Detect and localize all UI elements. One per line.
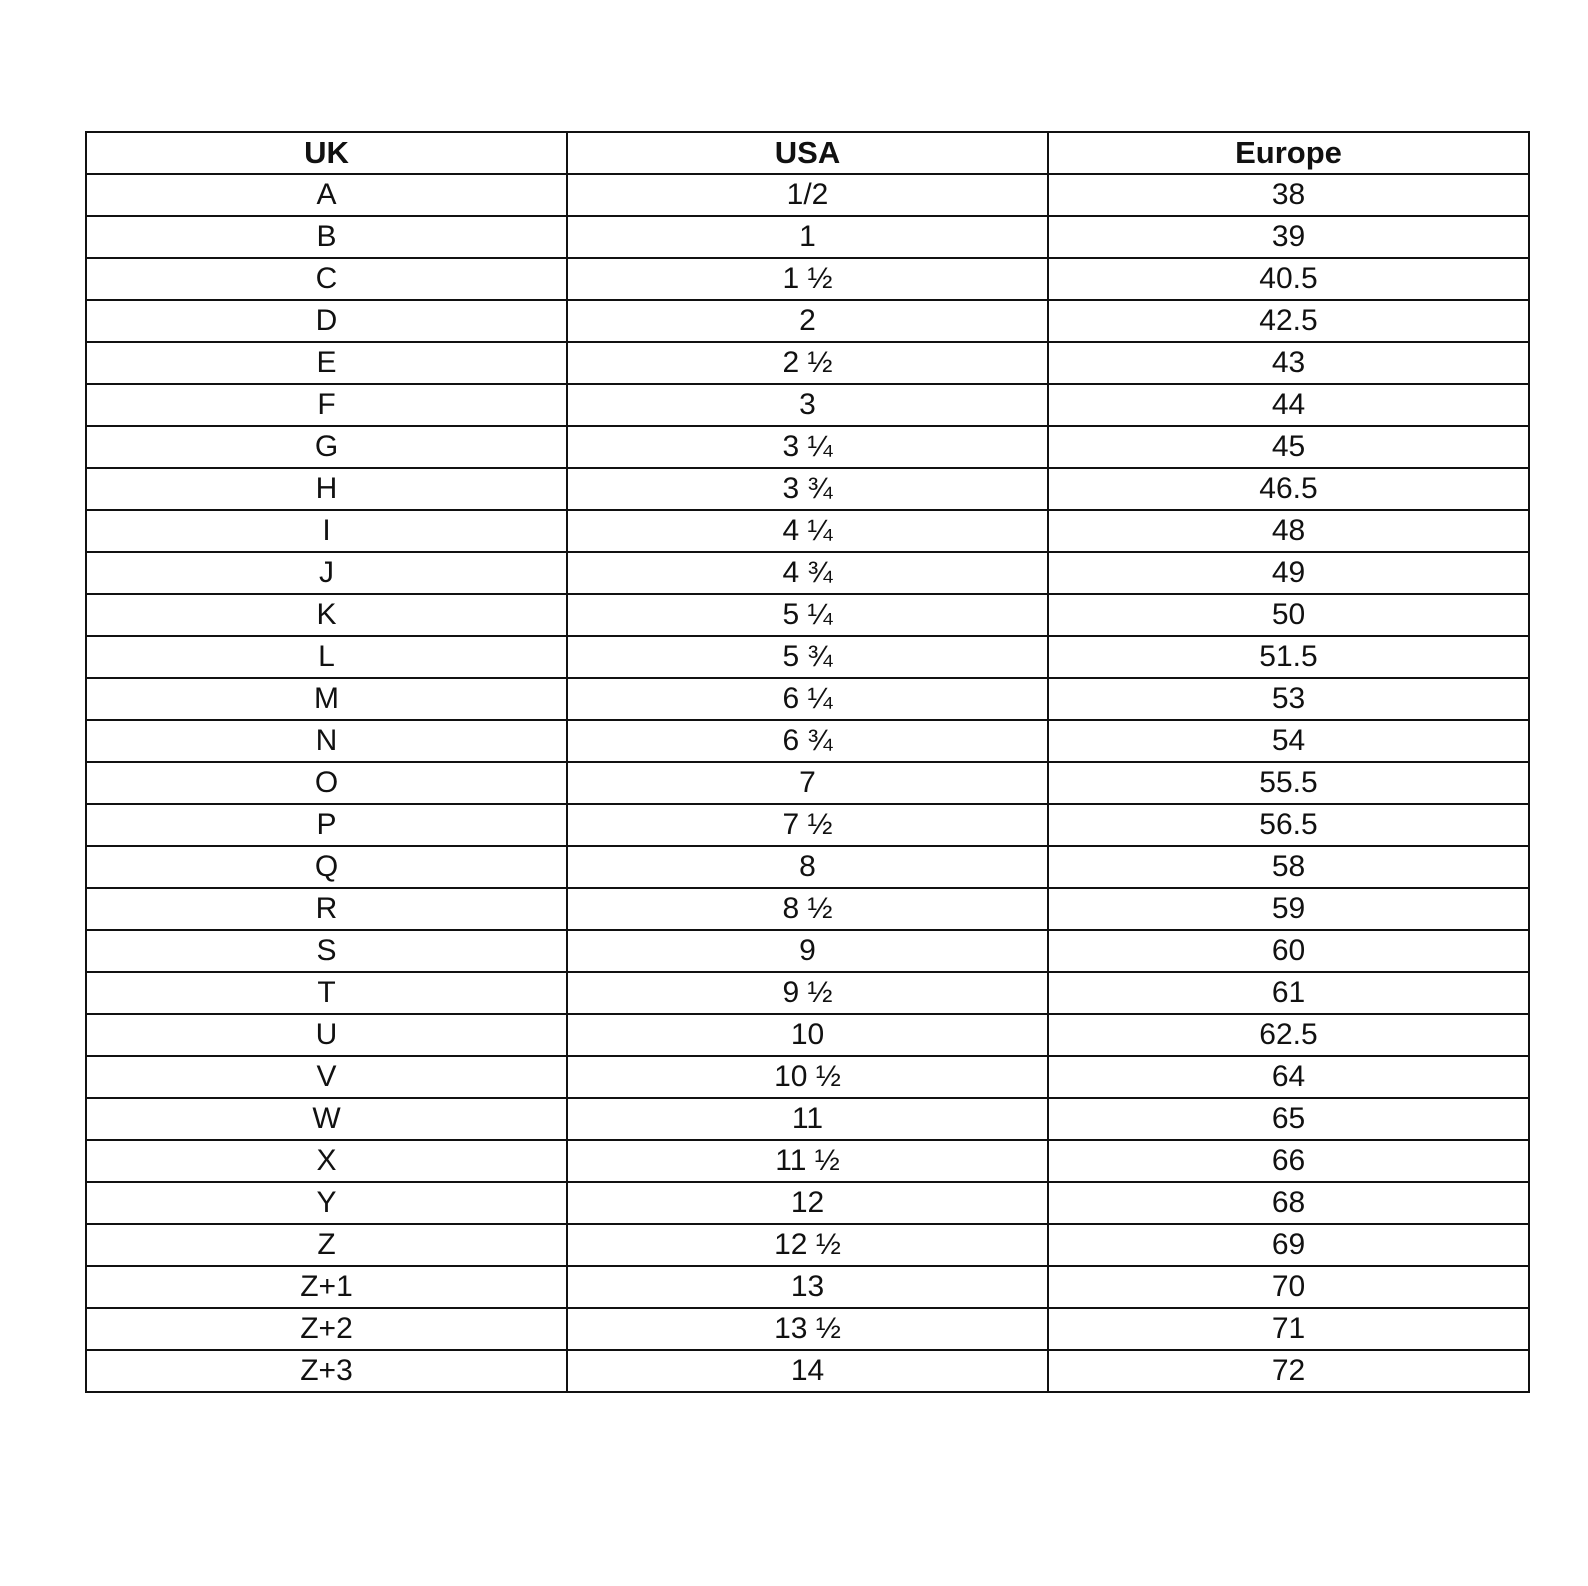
table-row — [86, 1266, 1529, 1308]
table-row — [86, 1224, 1529, 1266]
uk-cell: N — [86, 720, 567, 762]
usa-cell: 10 ½ — [567, 1056, 1048, 1098]
usa-cell: 11 — [567, 1098, 1048, 1140]
europe-cell: 58 — [1048, 846, 1529, 888]
table-row — [86, 426, 1529, 468]
usa-cell: 13 — [567, 1266, 1048, 1308]
usa-cell: 9 — [567, 930, 1048, 972]
usa-cell: 9 ½ — [567, 972, 1048, 1014]
uk-cell: P — [86, 804, 567, 846]
header-europe: Europe — [1048, 132, 1529, 174]
usa-cell: 5 ¾ — [567, 636, 1048, 678]
table-row — [86, 594, 1529, 636]
usa-cell: 1/2 — [567, 174, 1048, 216]
uk-cell: R — [86, 888, 567, 930]
usa-cell: 12 — [567, 1182, 1048, 1224]
europe-cell: 65 — [1048, 1098, 1529, 1140]
uk-cell: C — [86, 258, 567, 300]
uk-cell: Z+2 — [86, 1308, 567, 1350]
europe-cell: 39 — [1048, 216, 1529, 258]
europe-cell: 60 — [1048, 930, 1529, 972]
usa-cell: 3 ¼ — [567, 426, 1048, 468]
europe-cell: 62.5 — [1048, 1014, 1529, 1056]
table-header — [86, 132, 1529, 174]
table-row — [86, 888, 1529, 930]
usa-cell: 7 ½ — [567, 804, 1048, 846]
europe-cell: 66 — [1048, 1140, 1529, 1182]
table-row — [86, 1350, 1529, 1392]
table-row — [86, 1308, 1529, 1350]
uk-cell: A — [86, 174, 567, 216]
uk-cell: V — [86, 1056, 567, 1098]
europe-cell: 51.5 — [1048, 636, 1529, 678]
ring-size-conversion-table — [85, 131, 1530, 1393]
table-row — [86, 216, 1529, 258]
uk-cell: K — [86, 594, 567, 636]
table-row — [86, 930, 1529, 972]
uk-cell: Q — [86, 846, 567, 888]
uk-cell: G — [86, 426, 567, 468]
table-row — [86, 804, 1529, 846]
uk-cell: H — [86, 468, 567, 510]
table-row — [86, 258, 1529, 300]
table-row — [86, 1140, 1529, 1182]
europe-cell: 45 — [1048, 426, 1529, 468]
europe-cell: 61 — [1048, 972, 1529, 1014]
europe-cell: 71 — [1048, 1308, 1529, 1350]
table-row — [86, 1182, 1529, 1224]
table-row — [86, 972, 1529, 1014]
usa-cell: 3 ¾ — [567, 468, 1048, 510]
usa-cell: 13 ½ — [567, 1308, 1048, 1350]
header-row — [86, 132, 1529, 174]
uk-cell: Z+3 — [86, 1350, 567, 1392]
table-row — [86, 1056, 1529, 1098]
europe-cell: 69 — [1048, 1224, 1529, 1266]
uk-cell: B — [86, 216, 567, 258]
uk-cell: J — [86, 552, 567, 594]
table-row — [86, 1098, 1529, 1140]
europe-cell: 53 — [1048, 678, 1529, 720]
header-uk: UK — [86, 132, 567, 174]
usa-cell: 5 ¼ — [567, 594, 1048, 636]
europe-cell: 59 — [1048, 888, 1529, 930]
usa-cell: 7 — [567, 762, 1048, 804]
usa-cell: 4 ¾ — [567, 552, 1048, 594]
uk-cell: T — [86, 972, 567, 1014]
uk-cell: U — [86, 1014, 567, 1056]
usa-cell: 11 ½ — [567, 1140, 1048, 1182]
usa-cell: 12 ½ — [567, 1224, 1048, 1266]
europe-cell: 42.5 — [1048, 300, 1529, 342]
usa-cell: 10 — [567, 1014, 1048, 1056]
usa-cell: 4 ¼ — [567, 510, 1048, 552]
table-body — [86, 174, 1529, 1392]
europe-cell: 50 — [1048, 594, 1529, 636]
table-row — [86, 720, 1529, 762]
europe-cell: 70 — [1048, 1266, 1529, 1308]
usa-cell: 1 ½ — [567, 258, 1048, 300]
uk-cell: M — [86, 678, 567, 720]
uk-cell: I — [86, 510, 567, 552]
header-usa: USA — [567, 132, 1048, 174]
uk-cell: L — [86, 636, 567, 678]
europe-cell: 44 — [1048, 384, 1529, 426]
europe-cell: 43 — [1048, 342, 1529, 384]
table-row — [86, 300, 1529, 342]
europe-cell: 40.5 — [1048, 258, 1529, 300]
usa-cell: 2 — [567, 300, 1048, 342]
europe-cell: 49 — [1048, 552, 1529, 594]
uk-cell: O — [86, 762, 567, 804]
usa-cell: 6 ¼ — [567, 678, 1048, 720]
uk-cell: Z+1 — [86, 1266, 567, 1308]
table-row — [86, 636, 1529, 678]
table-row — [86, 342, 1529, 384]
table-row — [86, 846, 1529, 888]
usa-cell: 6 ¾ — [567, 720, 1048, 762]
usa-cell: 8 — [567, 846, 1048, 888]
uk-cell: Y — [86, 1182, 567, 1224]
uk-cell: Z — [86, 1224, 567, 1266]
uk-cell: X — [86, 1140, 567, 1182]
table-row — [86, 1014, 1529, 1056]
table-row — [86, 552, 1529, 594]
table-row — [86, 384, 1529, 426]
europe-cell: 55.5 — [1048, 762, 1529, 804]
usa-cell: 3 — [567, 384, 1048, 426]
usa-cell: 2 ½ — [567, 342, 1048, 384]
usa-cell: 8 ½ — [567, 888, 1048, 930]
uk-cell: D — [86, 300, 567, 342]
uk-cell: W — [86, 1098, 567, 1140]
table-row — [86, 468, 1529, 510]
usa-cell: 14 — [567, 1350, 1048, 1392]
europe-cell: 68 — [1048, 1182, 1529, 1224]
usa-cell: 1 — [567, 216, 1048, 258]
table-row — [86, 510, 1529, 552]
europe-cell: 56.5 — [1048, 804, 1529, 846]
uk-cell: S — [86, 930, 567, 972]
table-row — [86, 762, 1529, 804]
europe-cell: 48 — [1048, 510, 1529, 552]
table-row — [86, 678, 1529, 720]
uk-cell: E — [86, 342, 567, 384]
uk-cell: F — [86, 384, 567, 426]
table-row — [86, 174, 1529, 216]
europe-cell: 38 — [1048, 174, 1529, 216]
europe-cell: 46.5 — [1048, 468, 1529, 510]
europe-cell: 64 — [1048, 1056, 1529, 1098]
europe-cell: 72 — [1048, 1350, 1529, 1392]
europe-cell: 54 — [1048, 720, 1529, 762]
